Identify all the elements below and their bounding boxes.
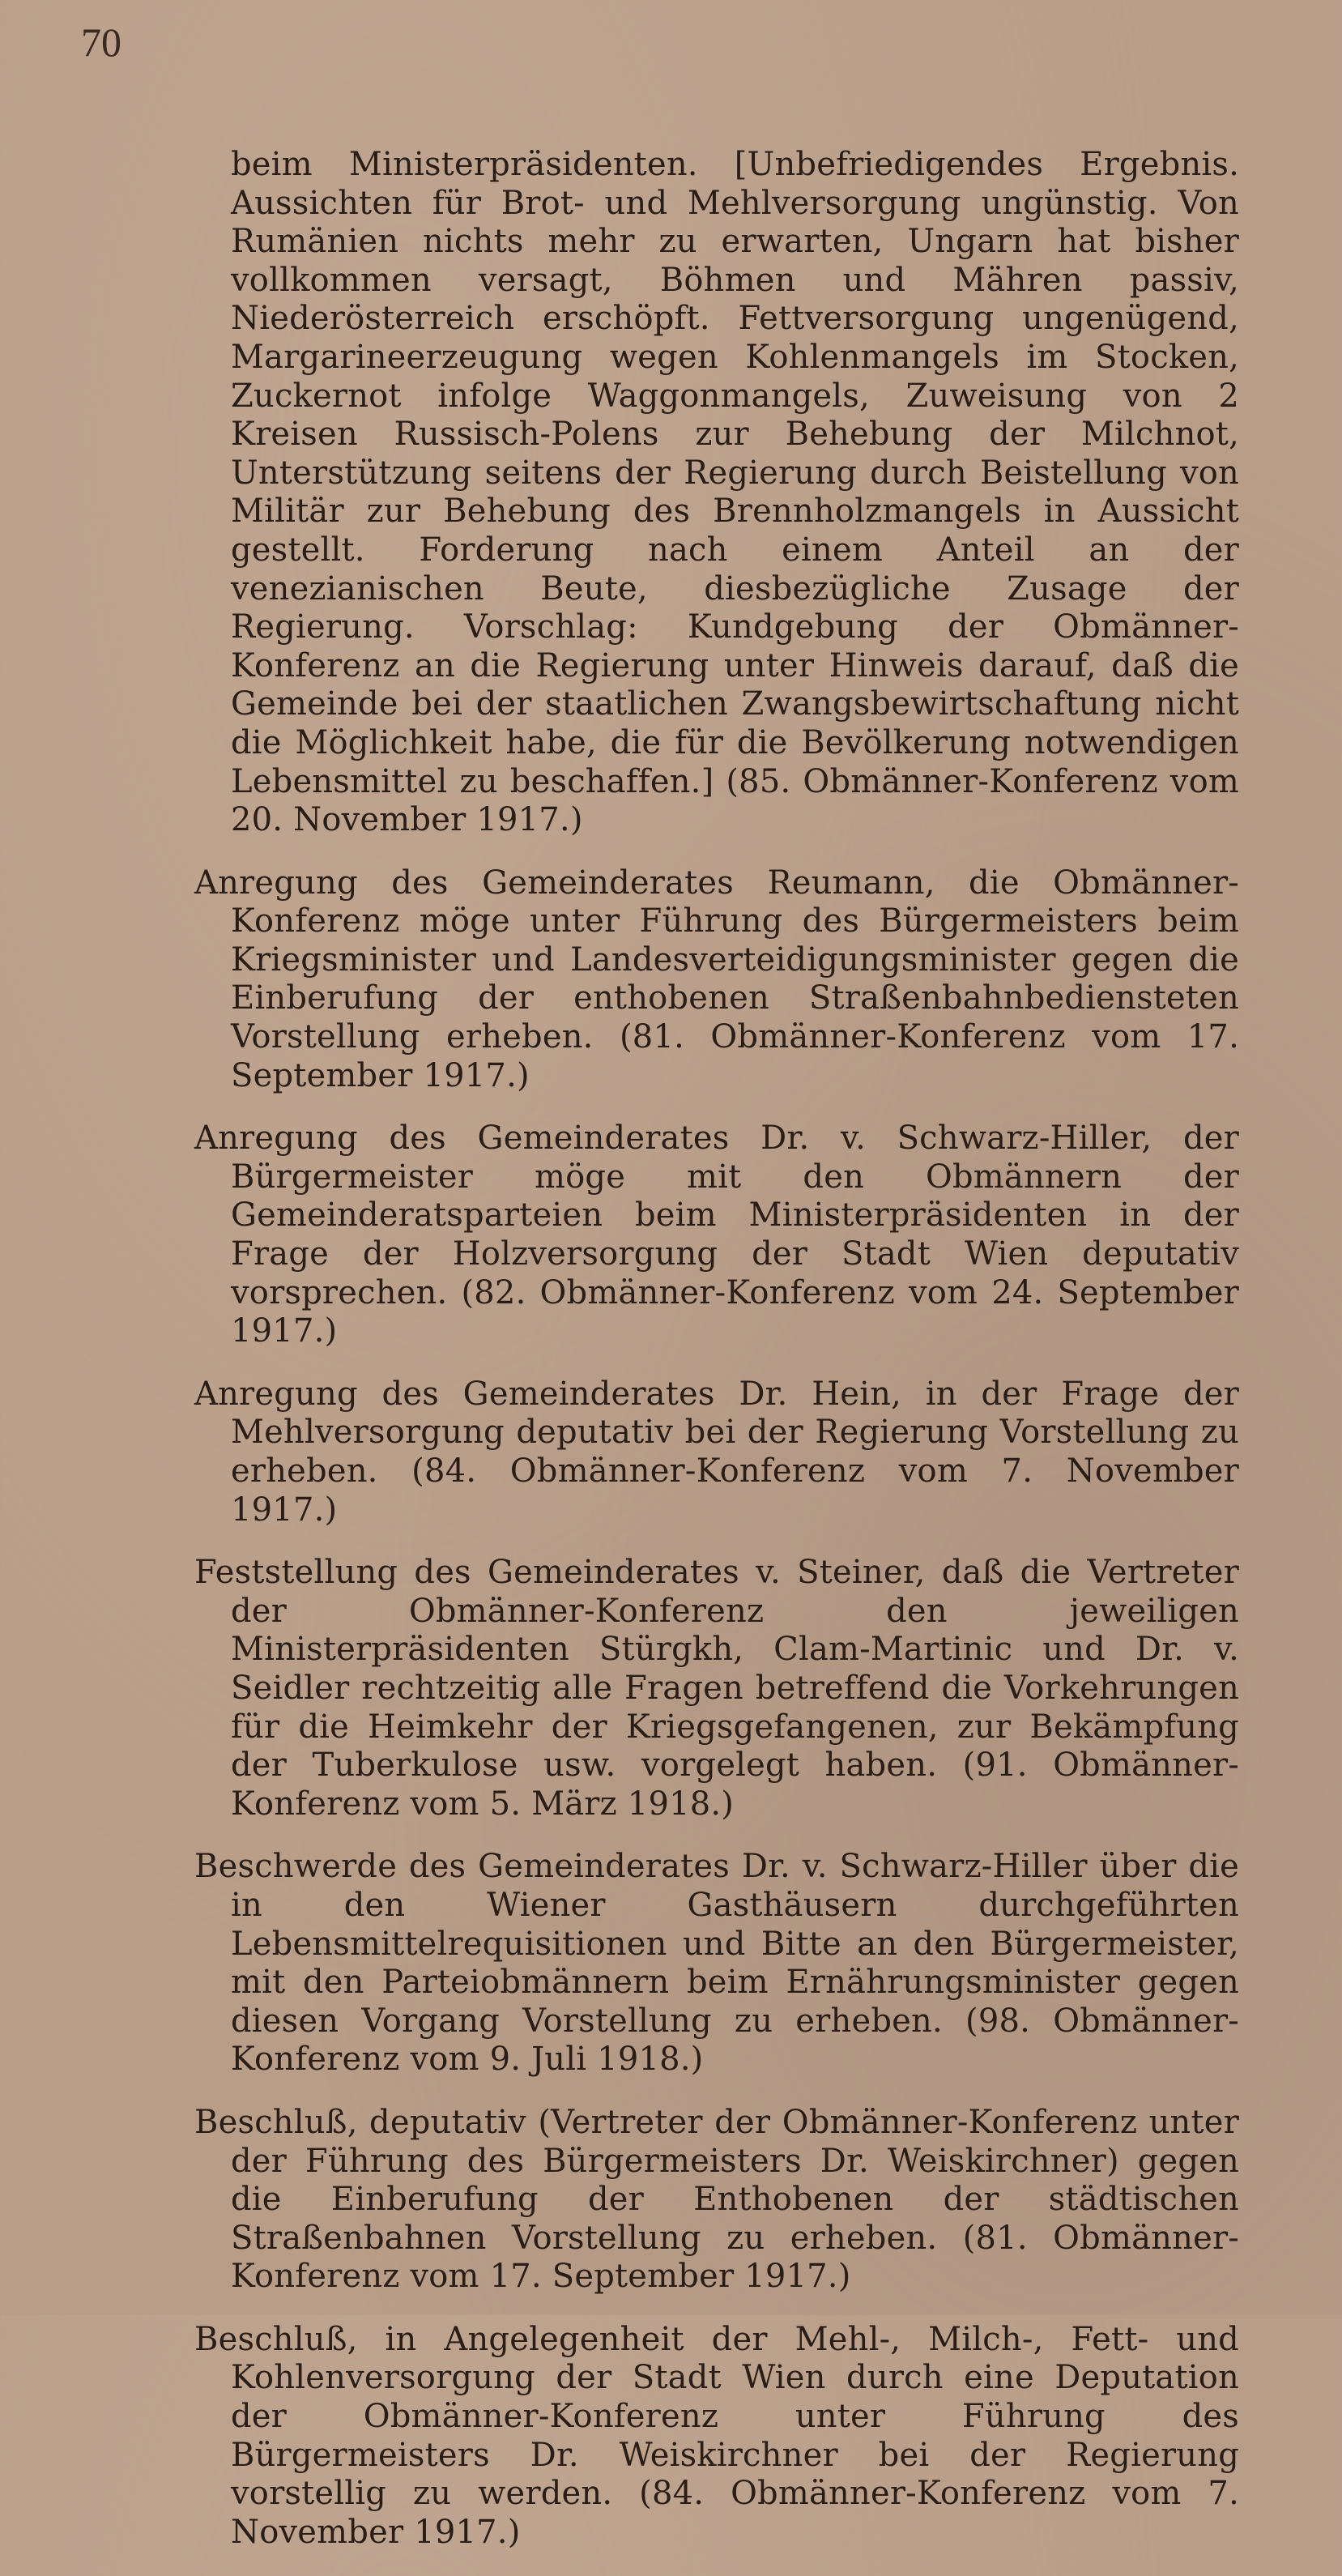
entry-text: Feststellung des Gemeinderates v. Steiner, daß die Vertreter der Obmänner-Konferenz den jeweiligen Ministerpräsidenten Stürgkh, Clam-Martinic und Dr. v. Seidler rechtzeitig alle Fragen betreffend die Vorkehrungen für die Heimkehr der Kriegsgefangenen, zur Bekämpfung der Tuberkulose usw. vorgelegt haben. (91. Obmänner-Konferenz vom 5. März 1918.) xyxy=(194,1554,1239,1823)
entry-text: Anregung des Gemeinderates Dr. v. Schwarz-Hiller, der Bürgermeister möge mit den Obmännern der Gemeinderatsparteien beim Ministerpräsidenten in der Frage der Holzversorgung der Stadt Wien deputativ vorsprechen. (82. Obmänner-Konferenz vom 24. September 1917.) xyxy=(194,1120,1239,1350)
entry-text: Beschluß, in Angelegenheit der Mehl-, Milch-, Fett- und Kohlenversorgung der Stadt Wien durch eine Deputation der Obmänner-Konferenz unter Führung des Bürgermeisters Dr. Weiskirchner bei der Regierung vorstellig zu werden. (84. Obmänner-Konferenz vom 7. November 1917.) xyxy=(194,2320,1239,2551)
entry-text: Beschluß, deputativ (Vertreter der Obmänner-Konferenz unter der Führung des Bürgermeisters Dr. Weiskirchner) gegen die Einberufung der Enthobenen der städtischen Straßenbahnen Vorstellung zu erheben. (81. Obmänner-Konferenz vom 17. September 1917.) xyxy=(194,2103,1239,2296)
entry-text: Beschwerde des Gemeinderates Dr. v. Schwarz-Hiller über die in den Wiener Gasthäusern durchgeführten Lebensmittelrequisitionen und Bitte an den Bürgermeister, mit den Parteiobmännern beim Ernährungsminister gegen diesen Vorgang Vorstellung zu erheben. (98. Obmänner-Konferenz vom 9. Juli 1918.) xyxy=(194,1848,1239,2079)
entry-anregung-hein xyxy=(194,1375,1239,1529)
entry-anregung-schwarz-hiller xyxy=(194,1120,1239,1351)
entry-beschluss-versorgung xyxy=(194,2321,1239,2553)
entry-beschluss-deputativ xyxy=(194,2104,1239,2297)
page-number: 70 xyxy=(81,19,121,65)
entry-text: Anregung des Gemeinderates Dr. Hein, in der Frage der Mehlversorgung deputativ bei der Regierung Vorstellung zu erheben. (84. Obmänner-Konferenz vom 7. November 1917.) xyxy=(194,1375,1239,1529)
entry-text: Anregung des Gemeinderates Reumann, die Obmänner-Konferenz möge unter Führung des Bürgermeisters beim Kriegsminister und Landesverteidigungsminister gegen die Einberufung der enthobenen Straßenbahnbediensteten Vorstellung erheben. (81. Obmänner-Konferenz vom 17. September 1917.) xyxy=(194,864,1239,1094)
entry-text: beim Ministerpräsidenten. [Unbefriedigendes Ergebnis. Aussichten für Brot- und Mehlversorgung ungünstig. Von Rumänien nichts mehr zu erwarten, Ungarn hat bisher vollkommen versagt, Böhmen und Mähren passiv, Niederösterreich erschöpft. Fettversorgung ungenügend, Margarineerzeugung wegen Kohlenmangels im Stocken, Zuckernot infolge Waggonmangels, Zuweisung von 2 Kreisen Russisch-Polens zur Behebung der Milchnot, Unterstützung seitens der Regierung durch Beistellung von Militär zur Behebung des Brennholzmangels in Aussicht gestellt. Forderung nach einem Anteil an der venezianischen Beute, diesbezügliche Zusage der Regierung. Vorschlag: Kundgebung der Obmänner-Konferenz an die Regierung unter Hinweis darauf, daß die Gemeinde bei der staatlichen Zwangsbewirtschaftung nicht die Möglichkeit habe, die für die Bevölkerung notwendigen Lebensmittel zu beschaffen.] (85. Obmänner-Konferenz vom 20. November 1917.) xyxy=(231,146,1239,839)
entry-beschwerde-schwarz-hiller xyxy=(194,1848,1239,2079)
entry-anregung-reumann xyxy=(194,864,1239,1096)
entry-continuation xyxy=(194,146,1239,840)
entry-feststellung-steiner xyxy=(194,1554,1239,1823)
text-block xyxy=(194,146,1239,2576)
